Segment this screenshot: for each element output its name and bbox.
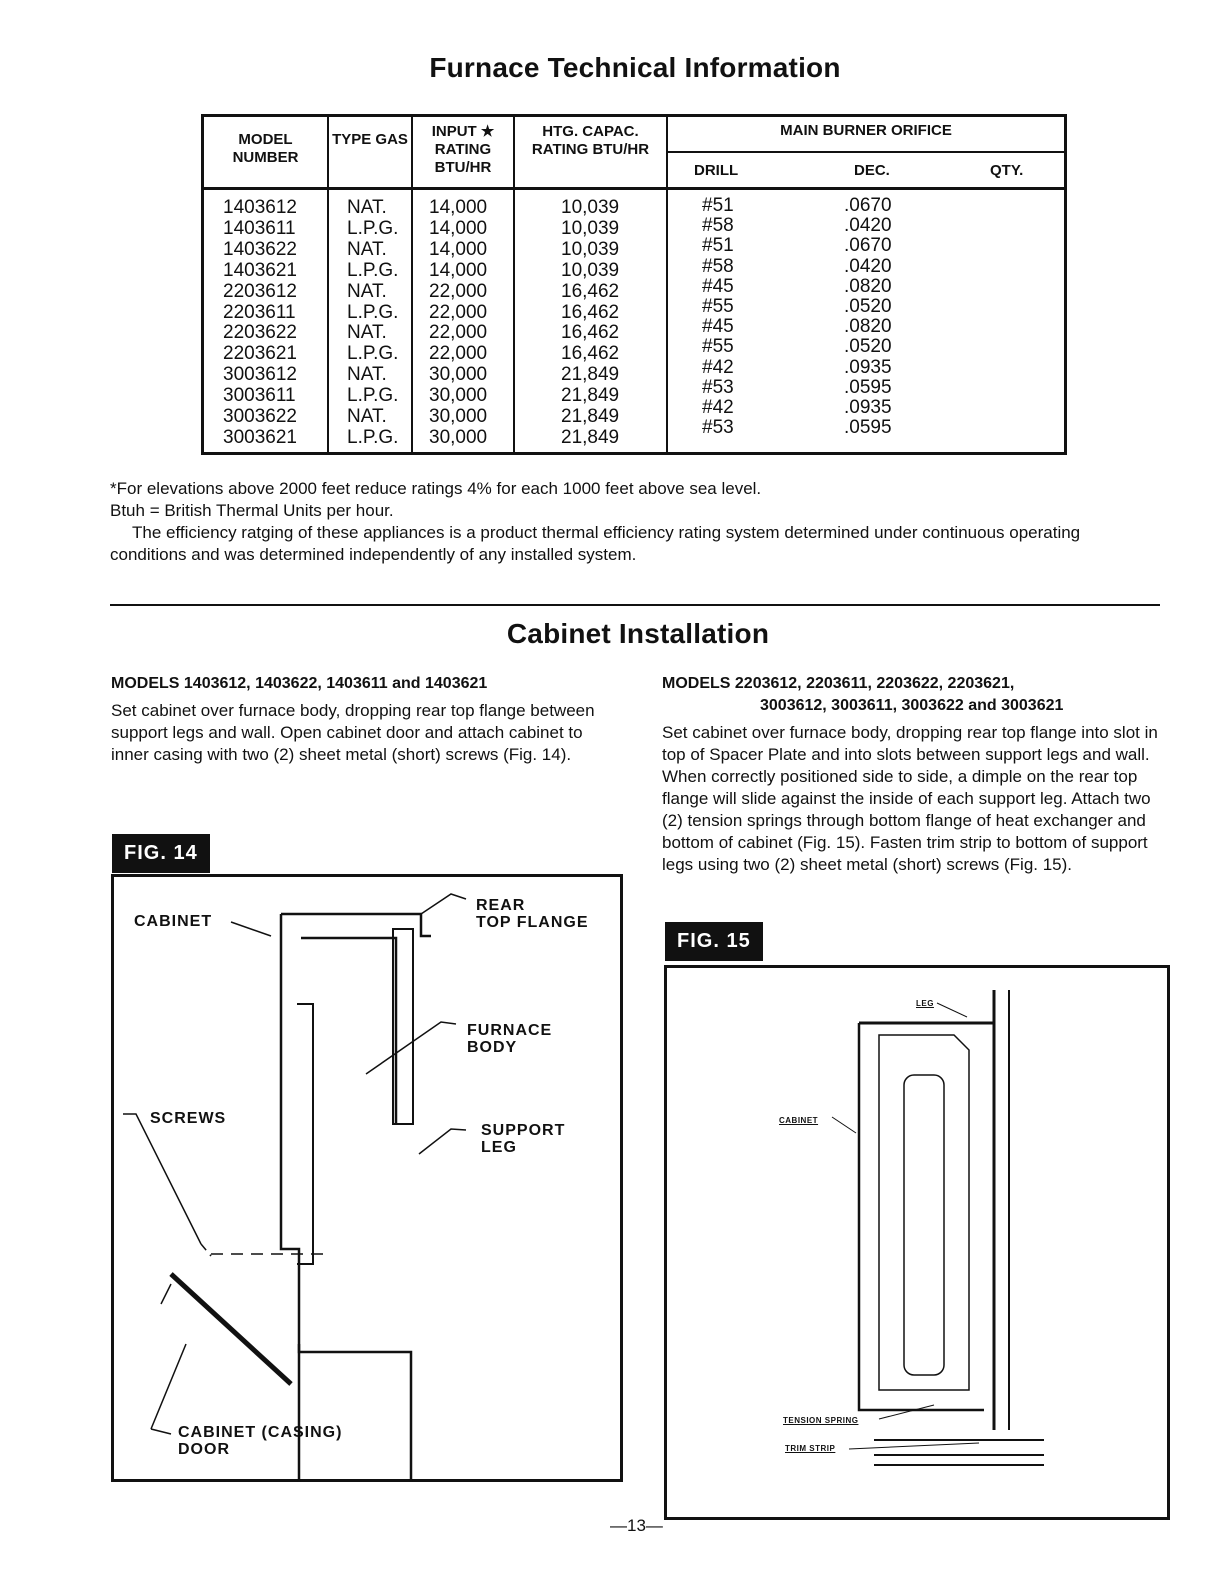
note-elevation: *For elevations above 2000 feet reduce ratings 4% for each 1000 feet above sea level. [110,479,762,498]
drill-values: #51 #58 #51 #58 #45 #55 #45 #55 #42 #53 #42 #53 [702,195,734,439]
fig15-label-tension-spring: TENSION SPRING [783,1416,859,1425]
section-title-cabinet: Cabinet Installation [506,618,770,649]
col-header-input: INPUT ★ RATING BTU/HR [413,117,515,187]
drill-column [668,190,788,452]
fig14-label-cabinet: CABINET [134,913,213,930]
note-efficiency: The efficiency ratging of these appliances is a product thermal efficiency rating system determined under continuous operating conditions and was determined independently of any installed system. [110,523,1081,564]
col-header-drill: DRILL [668,151,788,187]
left-models-heading: MODELS 1403612, 1403622, 1403611 and 1403621 [111,675,488,692]
right-instructions: Set cabinet over furnace body, dropping rear top flange into slot in top of Spacer Plate and into slots between support legs and wall. When correctly positioned side to side, a dimple on the rear top flange will slide against the inside of each support leg. Attach two (2) tension springs through bottom flange of heat exchanger and bottom of cabinet (Fig. 15). Fasten trim strip to bottom of support legs using two (2) sheet metal (short) screws (Fig. 15). [662,723,1158,874]
note-btuh: Btuh = British Thermal Units per hour. [110,501,394,520]
capacity-column [515,190,668,452]
col-header-orifice: MAIN BURNER ORIFICE [780,122,952,139]
fig14-label-furnace-body: FURNACE BODY [467,1022,553,1056]
fig15-label-trim-strip: TRIM STRIP [785,1444,836,1453]
fig15-label-leg: LEG [916,999,934,1008]
fig14-label-support-leg: SUPPORT LEG [481,1122,566,1156]
col-header-capacity: HTG. CAPAC. RATING BTU/HR [515,117,668,187]
col-header-type: TYPE GAS [329,117,413,187]
dec-values: .0670 .0420 .0670 .0420 .0820 .0520 .0820 .0520 .0935 .0595 .0935 .0595 [844,195,892,439]
fig15-label-cabinet: CABINET [779,1116,819,1125]
capacity-values: 10,039 10,039 10,039 10,039 16,462 16,462 16,462 16,462 21,849 21,849 21,849 21,849 [561,197,620,448]
input-values: 14,000 14,000 14,000 14,000 22,000 22,000 22,000 22,000 30,000 30,000 30,000 30,000 [429,197,488,448]
fig15-diagram [664,965,1170,1520]
right-models-heading-1: MODELS 2203612, 2203611, 2203622, 2203621, [662,675,1015,692]
fig14-tag: FIG. 14 [112,834,210,873]
col-header-model: MODEL NUMBER [204,117,329,187]
right-models-heading-2: 3003612, 3003611, 3003622 and 3003621 [760,697,1064,714]
left-instructions: Set cabinet over furnace body, dropping rear top flange between support legs and wall. Open cabinet door and attach cabinet to inner casing with two (2) sheet metal (short) screws (Fig. 14). [111,701,595,764]
input-column [413,190,515,452]
col-header-qty: QTY. [908,151,1064,187]
furnace-spec-table [201,114,1067,455]
model-column [204,190,329,452]
page-number: —13— [610,1516,663,1535]
page-title: Furnace Technical Information [429,52,841,83]
fig14-label-screws: SCREWS [150,1110,227,1127]
type-column [329,190,413,452]
fig14-label-rear-flange: REAR TOP FLANGE [476,897,589,931]
model-values: 1403612 1403611 1403622 1403621 2203612 2203611 2203622 2203621 3003612 3003611 3003622 3003621 [223,197,297,448]
fig14-diagram [111,874,623,1482]
dec-column [788,190,908,452]
type-values: NAT. L.P.G. NAT. L.P.G. NAT. L.P.G. NAT. L.P.G. NAT. L.P.G. NAT. L.P.G. [347,197,399,448]
fig15-tag: FIG. 15 [665,922,763,961]
col-header-dec: DEC. [788,151,908,187]
section-divider [110,604,1160,606]
fig14-label-door: CABINET (CASING) DOOR [178,1424,343,1458]
